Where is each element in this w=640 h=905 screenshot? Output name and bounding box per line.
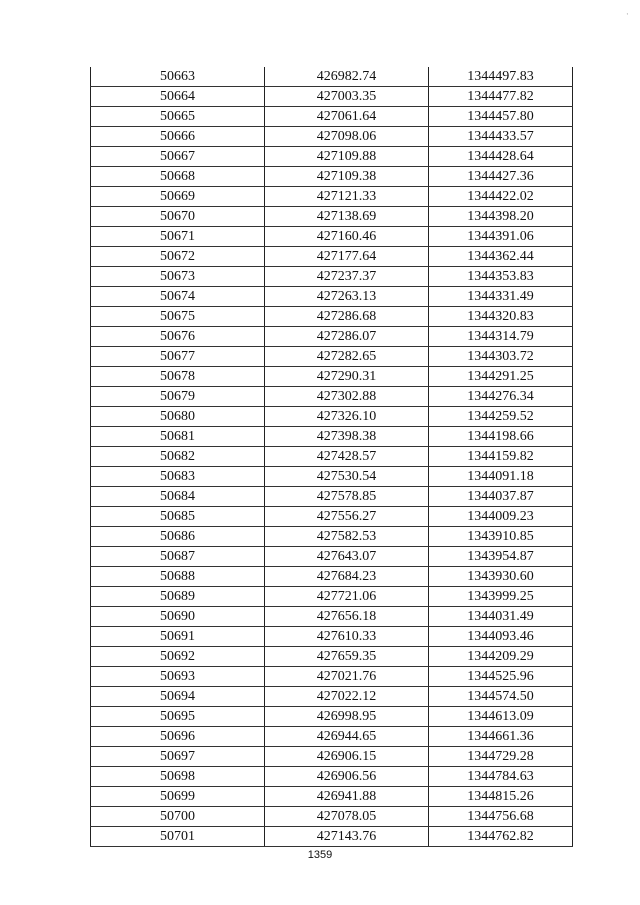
point-id-cell: 50665 xyxy=(91,107,265,127)
table-row xyxy=(91,627,573,647)
table-row xyxy=(91,167,573,187)
table-row xyxy=(91,687,573,707)
point-id-cell: 50671 xyxy=(91,227,265,247)
y-coordinate-cell: 1344093.46 xyxy=(429,627,573,647)
table-row xyxy=(91,767,573,787)
x-coordinate-cell: 427177.64 xyxy=(265,247,429,267)
x-coordinate-cell: 427290.31 xyxy=(265,367,429,387)
point-id-cell: 50687 xyxy=(91,547,265,567)
y-coordinate-cell: 1344303.72 xyxy=(429,347,573,367)
y-coordinate-cell: 1344433.57 xyxy=(429,127,573,147)
table-row xyxy=(91,607,573,627)
x-coordinate-cell: 426998.95 xyxy=(265,707,429,727)
y-coordinate-cell: 1344422.02 xyxy=(429,187,573,207)
y-coordinate-cell: 1344497.83 xyxy=(429,67,573,87)
point-id-cell: 50698 xyxy=(91,767,265,787)
point-id-cell: 50685 xyxy=(91,507,265,527)
point-id-cell: 50670 xyxy=(91,207,265,227)
table-row xyxy=(91,227,573,247)
x-coordinate-cell: 427237.37 xyxy=(265,267,429,287)
x-coordinate-cell: 427282.65 xyxy=(265,347,429,367)
y-coordinate-cell: 1344427.36 xyxy=(429,167,573,187)
point-id-cell: 50686 xyxy=(91,527,265,547)
x-coordinate-cell: 427326.10 xyxy=(265,407,429,427)
y-coordinate-cell: 1344398.20 xyxy=(429,207,573,227)
table-row xyxy=(91,107,573,127)
x-coordinate-cell: 427061.64 xyxy=(265,107,429,127)
x-coordinate-cell: 427556.27 xyxy=(265,507,429,527)
x-coordinate-cell: 427098.06 xyxy=(265,127,429,147)
point-id-cell: 50683 xyxy=(91,467,265,487)
y-coordinate-cell: 1344314.79 xyxy=(429,327,573,347)
x-coordinate-cell: 427286.68 xyxy=(265,307,429,327)
x-coordinate-cell: 426906.56 xyxy=(265,767,429,787)
y-coordinate-cell: 1344477.82 xyxy=(429,87,573,107)
point-id-cell: 50681 xyxy=(91,427,265,447)
y-coordinate-cell: 1344259.52 xyxy=(429,407,573,427)
y-coordinate-cell: 1344391.06 xyxy=(429,227,573,247)
table-row xyxy=(91,487,573,507)
x-coordinate-cell: 427286.07 xyxy=(265,327,429,347)
table-row xyxy=(91,507,573,527)
point-id-cell: 50664 xyxy=(91,87,265,107)
y-coordinate-cell: 1344353.83 xyxy=(429,267,573,287)
x-coordinate-cell: 427263.13 xyxy=(265,287,429,307)
y-coordinate-cell: 1344037.87 xyxy=(429,487,573,507)
y-coordinate-cell: 1344291.25 xyxy=(429,367,573,387)
point-id-cell: 50695 xyxy=(91,707,265,727)
table-row xyxy=(91,827,573,847)
point-id-cell: 50675 xyxy=(91,307,265,327)
table-row xyxy=(91,307,573,327)
x-coordinate-cell: 427428.57 xyxy=(265,447,429,467)
y-coordinate-cell: 1344525.96 xyxy=(429,667,573,687)
y-coordinate-cell: 1344661.36 xyxy=(429,727,573,747)
y-coordinate-cell: 1344198.66 xyxy=(429,427,573,447)
point-id-cell: 50694 xyxy=(91,687,265,707)
x-coordinate-cell: 427721.06 xyxy=(265,587,429,607)
y-coordinate-cell: 1344613.09 xyxy=(429,707,573,727)
coordinate-table-body xyxy=(91,67,573,847)
x-coordinate-cell: 427022.12 xyxy=(265,687,429,707)
x-coordinate-cell: 427398.38 xyxy=(265,427,429,447)
x-coordinate-cell: 426941.88 xyxy=(265,787,429,807)
y-coordinate-cell: 1344320.83 xyxy=(429,307,573,327)
x-coordinate-cell: 427302.88 xyxy=(265,387,429,407)
y-coordinate-cell: 1343910.85 xyxy=(429,527,573,547)
y-coordinate-cell: 1344428.64 xyxy=(429,147,573,167)
point-id-cell: 50682 xyxy=(91,447,265,467)
point-id-cell: 50688 xyxy=(91,567,265,587)
point-id-cell: 50676 xyxy=(91,327,265,347)
y-coordinate-cell: 1344815.26 xyxy=(429,787,573,807)
y-coordinate-cell: 1344009.23 xyxy=(429,507,573,527)
table-row xyxy=(91,527,573,547)
table-row xyxy=(91,427,573,447)
y-coordinate-cell: 1343954.87 xyxy=(429,547,573,567)
y-coordinate-cell: 1344784.63 xyxy=(429,767,573,787)
x-coordinate-cell: 427003.35 xyxy=(265,87,429,107)
table-row xyxy=(91,547,573,567)
x-coordinate-cell: 427684.23 xyxy=(265,567,429,587)
point-id-cell: 50680 xyxy=(91,407,265,427)
point-id-cell: 50667 xyxy=(91,147,265,167)
table-row xyxy=(91,807,573,827)
y-coordinate-cell: 1344756.68 xyxy=(429,807,573,827)
table-row xyxy=(91,187,573,207)
point-id-cell: 50684 xyxy=(91,487,265,507)
point-id-cell: 50669 xyxy=(91,187,265,207)
x-coordinate-cell: 427659.35 xyxy=(265,647,429,667)
x-coordinate-cell: 426944.65 xyxy=(265,727,429,747)
x-coordinate-cell: 427143.76 xyxy=(265,827,429,847)
y-coordinate-cell: 1344091.18 xyxy=(429,467,573,487)
x-coordinate-cell: 427138.69 xyxy=(265,207,429,227)
table-row xyxy=(91,587,573,607)
point-id-cell: 50701 xyxy=(91,827,265,847)
table-row xyxy=(91,387,573,407)
x-coordinate-cell: 426906.15 xyxy=(265,747,429,767)
table-row xyxy=(91,707,573,727)
x-coordinate-cell: 427656.18 xyxy=(265,607,429,627)
table-row xyxy=(91,407,573,427)
table-row xyxy=(91,247,573,267)
y-coordinate-cell: 1344331.49 xyxy=(429,287,573,307)
page-number: 1359 xyxy=(307,849,333,861)
table-row xyxy=(91,207,573,227)
corner-mark: ' xyxy=(626,12,628,21)
point-id-cell: 50697 xyxy=(91,747,265,767)
table-row xyxy=(91,747,573,767)
y-coordinate-cell: 1344159.82 xyxy=(429,447,573,467)
point-id-cell: 50693 xyxy=(91,667,265,687)
point-id-cell: 50663 xyxy=(91,67,265,87)
y-coordinate-cell: 1344031.49 xyxy=(429,607,573,627)
point-id-cell: 50672 xyxy=(91,247,265,267)
table-row xyxy=(91,147,573,167)
x-coordinate-cell: 427109.88 xyxy=(265,147,429,167)
y-coordinate-cell: 1343999.25 xyxy=(429,587,573,607)
table-row xyxy=(91,127,573,147)
table-row xyxy=(91,787,573,807)
x-coordinate-cell: 427160.46 xyxy=(265,227,429,247)
point-id-cell: 50691 xyxy=(91,627,265,647)
table-row xyxy=(91,567,573,587)
point-id-cell: 50690 xyxy=(91,607,265,627)
point-id-cell: 50678 xyxy=(91,367,265,387)
table-row xyxy=(91,727,573,747)
table-row xyxy=(91,347,573,367)
table-row xyxy=(91,87,573,107)
x-coordinate-cell: 427643.07 xyxy=(265,547,429,567)
point-id-cell: 50679 xyxy=(91,387,265,407)
y-coordinate-cell: 1343930.60 xyxy=(429,567,573,587)
table-row xyxy=(91,367,573,387)
y-coordinate-cell: 1344457.80 xyxy=(429,107,573,127)
x-coordinate-cell: 427578.85 xyxy=(265,487,429,507)
point-id-cell: 50700 xyxy=(91,807,265,827)
table-row xyxy=(91,267,573,287)
table-row xyxy=(91,287,573,307)
y-coordinate-cell: 1344762.82 xyxy=(429,827,573,847)
x-coordinate-cell: 427530.54 xyxy=(265,467,429,487)
point-id-cell: 50692 xyxy=(91,647,265,667)
y-coordinate-cell: 1344729.28 xyxy=(429,747,573,767)
x-coordinate-cell: 427021.76 xyxy=(265,667,429,687)
point-id-cell: 50673 xyxy=(91,267,265,287)
x-coordinate-cell: 427078.05 xyxy=(265,807,429,827)
y-coordinate-cell: 1344362.44 xyxy=(429,247,573,267)
point-id-cell: 50674 xyxy=(91,287,265,307)
point-id-cell: 50666 xyxy=(91,127,265,147)
table-row xyxy=(91,647,573,667)
point-id-cell: 50696 xyxy=(91,727,265,747)
x-coordinate-cell: 427610.33 xyxy=(265,627,429,647)
point-id-cell: 50689 xyxy=(91,587,265,607)
x-coordinate-cell: 426982.74 xyxy=(265,67,429,87)
point-id-cell: 50668 xyxy=(91,167,265,187)
point-id-cell: 50699 xyxy=(91,787,265,807)
x-coordinate-cell: 427109.38 xyxy=(265,167,429,187)
coordinate-table xyxy=(90,67,573,847)
y-coordinate-cell: 1344209.29 xyxy=(429,647,573,667)
table-row xyxy=(91,667,573,687)
point-id-cell: 50677 xyxy=(91,347,265,367)
table-row xyxy=(91,67,573,87)
y-coordinate-cell: 1344574.50 xyxy=(429,687,573,707)
x-coordinate-cell: 427121.33 xyxy=(265,187,429,207)
y-coordinate-cell: 1344276.34 xyxy=(429,387,573,407)
table-row xyxy=(91,327,573,347)
table-row xyxy=(91,447,573,467)
x-coordinate-cell: 427582.53 xyxy=(265,527,429,547)
table-row xyxy=(91,467,573,487)
